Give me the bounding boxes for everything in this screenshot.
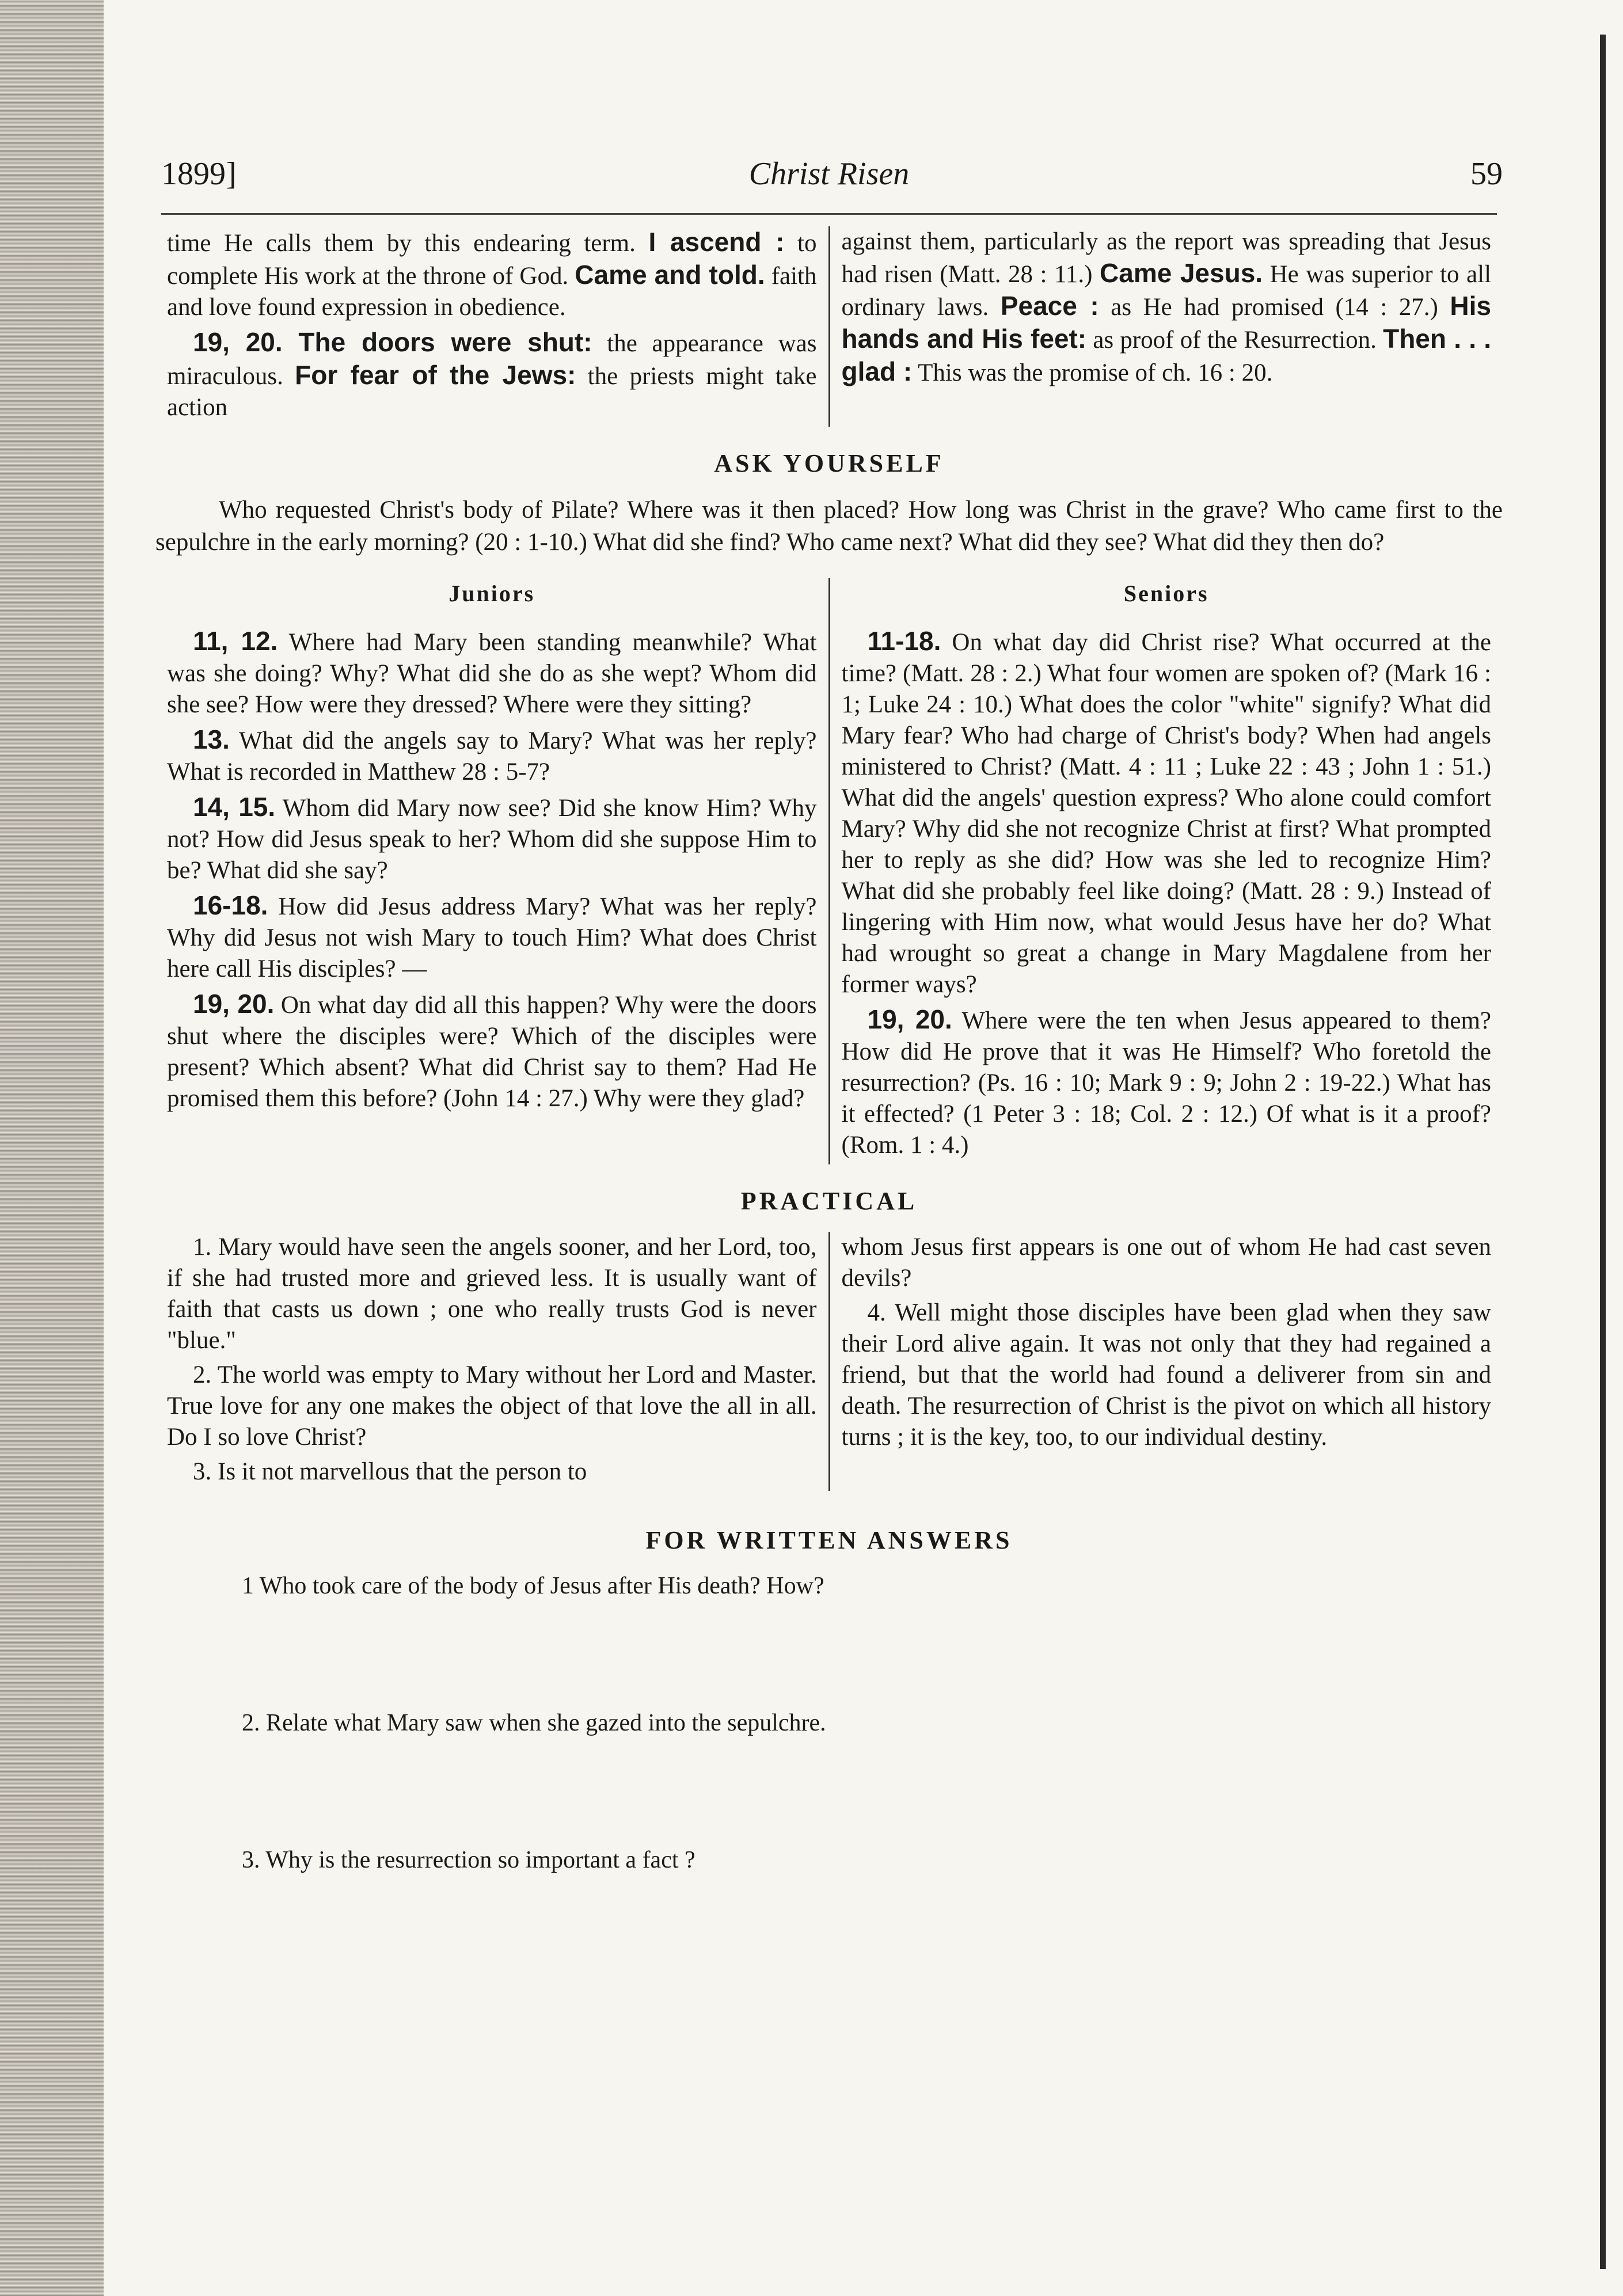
verse-number: 11, 12.	[193, 626, 278, 656]
verse-number: 16-18.	[193, 890, 268, 920]
practical-point: 1. Mary would have seen the angels sooner, and her Lord, too, if she had trusted more and grieved less. It is usually want of faith that casts us down ; one who really trusts God is never "blue."	[167, 1234, 817, 1354]
note-text: This was the promise of ch. 16 : 20.	[912, 359, 1273, 386]
verse-number: 11-18.	[867, 626, 941, 656]
note-text: as proof of the Resurrection.	[1086, 327, 1377, 354]
juniors-heading: Juniors	[448, 580, 535, 606]
question-item	[167, 890, 817, 985]
note-text: faith and love found expression in obedience.	[167, 263, 817, 321]
questions-section	[155, 578, 1503, 1164]
written-question: 1 Who took care of the body of Jesus after His death? How?	[242, 1573, 824, 1599]
note-text: as He had promised (14 : 27.)	[1099, 294, 1438, 321]
running-head	[155, 144, 1503, 213]
note-text: time He calls them by this endearing term.	[167, 230, 636, 257]
question-item	[842, 625, 1492, 1000]
note-keyword: Peace :	[1000, 291, 1099, 321]
juniors-column	[155, 578, 828, 1164]
book-binding-edge	[0, 0, 104, 2296]
question-text: Where were the ten when Jesus appeared to them? How did He prove that it was He Himself? Who foretold the resurrection? (Ps. 16 : 10; Mark 9 : 9; John 2 : 19-22.) What has it effected? (1 Peter 3 : 18; Col. 2 : 12.) Of what is it a proof? (Rom. 1 : 4.)	[841, 1007, 1491, 1159]
verse-number: 13.	[193, 724, 230, 754]
ask-yourself-heading: ASK YOURSELF	[714, 449, 944, 477]
question-text: What did the angels say to Mary? What was her reply? What is recorded in Matthew 28 : 5-7?	[167, 727, 817, 785]
practical-right-column	[828, 1232, 1503, 1491]
practical-point: whom Jesus first appears is one out of whom He had cast seven devils?	[841, 1234, 1491, 1292]
question-item	[167, 724, 817, 788]
seniors-column	[828, 578, 1503, 1164]
question-text: Whom did Mary now see? Did she know Him? Why not? How did Jesus speak to her? Whom did she suppose Him to be? What did she say?	[167, 795, 817, 884]
running-head-title: Christ Risen	[748, 156, 910, 192]
question-item	[167, 791, 817, 886]
practical-point: 2. The world was empty to Mary without her Lord and Master. True love for any one makes the object of that love the all in all. Do I so love Christ?	[167, 1361, 817, 1451]
running-head-year: 1899]	[161, 156, 237, 192]
note-keyword: 19, 20. The doors were shut:	[193, 327, 592, 357]
note-text: to complete His work at the throne of God.	[167, 230, 817, 290]
practical-point: 4. Well might those disciples have been glad when they saw their Lord alive again. It was not only that they had regained a friend, but that the world had found a deliverer from sin and death. The resurrection of Christ is the pivot on which all history turns ; it is the key, too, to our individual destiny.	[841, 1299, 1491, 1451]
note-paragraph	[842, 226, 1492, 389]
note-keyword: Came and told.	[575, 260, 765, 290]
written-question: 3. Why is the resurrection so important a fact ?	[242, 1847, 695, 1873]
note-text: the priests might take action	[167, 363, 817, 421]
notes-left-column	[155, 226, 828, 427]
question-text: Where had Mary been standing meanwhile? What was she doing? Why? What did she do as she wept? Whom did she see? How were they dressed? Where were they sitting?	[167, 629, 817, 718]
header-rule	[161, 213, 1497, 215]
notes-section	[155, 226, 1503, 427]
practical-point: 3. Is it not marvellous that the person to	[193, 1458, 587, 1485]
notes-right-column	[828, 226, 1503, 427]
question-item	[167, 625, 817, 720]
page-number: 59	[1470, 156, 1503, 192]
page	[155, 144, 1503, 1874]
note-text: the appearance was miraculous.	[167, 330, 817, 390]
practical-left-column	[155, 1232, 828, 1491]
note-keyword: I ascend :	[648, 227, 785, 257]
page-edge-line	[1600, 35, 1606, 2269]
written-answers-heading: FOR WRITTEN ANSWERS	[645, 1526, 1013, 1554]
question-item	[167, 988, 817, 1114]
question-text: How did Jesus address Mary? What was her reply? Why did Jesus not wish Mary to touch Him? What does Christ here call His disciples? —	[167, 893, 817, 982]
seniors-heading: Seniors	[1123, 580, 1209, 606]
question-item	[842, 1004, 1492, 1161]
ask-yourself-text: Who requested Christ's body of Pilate? Where was it then placed? How long was Christ in the grave? Who came first to the sepulchre in the early morning? (20 : 1-10.) What did she find? Who came next? What did they see? What did they then do?	[155, 496, 1503, 556]
verse-number: 19, 20.	[193, 989, 275, 1019]
note-paragraph	[167, 327, 817, 423]
verse-number: 19, 20.	[867, 1004, 952, 1034]
practical-heading: PRACTICAL	[740, 1187, 918, 1215]
note-text: against them, particularly as the report was spreading that Jesus had risen (Matt. 28 : 11.)	[841, 228, 1491, 288]
written-question: 2. Relate what Mary saw when she gazed into the sepulchre.	[242, 1710, 826, 1736]
question-text: On what day did all this happen? Why were the doors shut where the disciples were? Which of the disciples were present? Which absent? What did Christ say to them? Had He promised them this before? (John 14 : 27.) Why were they glad?	[167, 992, 817, 1112]
note-paragraph	[167, 226, 817, 323]
note-keyword: Came Jesus.	[1100, 258, 1263, 288]
note-keyword: Then . . . glad :	[841, 324, 1492, 386]
practical-section	[155, 1232, 1503, 1491]
verse-number: 14, 15.	[193, 792, 276, 822]
note-keyword: For fear of the Jews:	[295, 360, 576, 390]
note-text: He was superior to all ordinary laws.	[841, 261, 1492, 321]
question-text: On what day did Christ rise? What occurred at the time? (Matt. 28 : 2.) What four women are spoken of? (Mark 16 : 1; Luke 24 : 10.) What does the color "white" signify? What did Mary fear? Who had charge of Christ's body? When had angels ministered to Christ? (Matt. 4 : 11 ; Luke 22 : 43 ; John 1 : 51.) What did the angels' question express? Who alone could comfort Mary? Why did she not recognize Christ at first? What prompted her to reply as she did? How was she led to recognize Him? What did she probably feel like doing? (Matt. 28 : 9.) Instead of lingering with Him now, what would Jesus have her do? What had wrought so great a change in Mary Magdalene from her former ways?	[841, 629, 1491, 998]
note-keyword: His hands and His feet:	[841, 291, 1492, 354]
